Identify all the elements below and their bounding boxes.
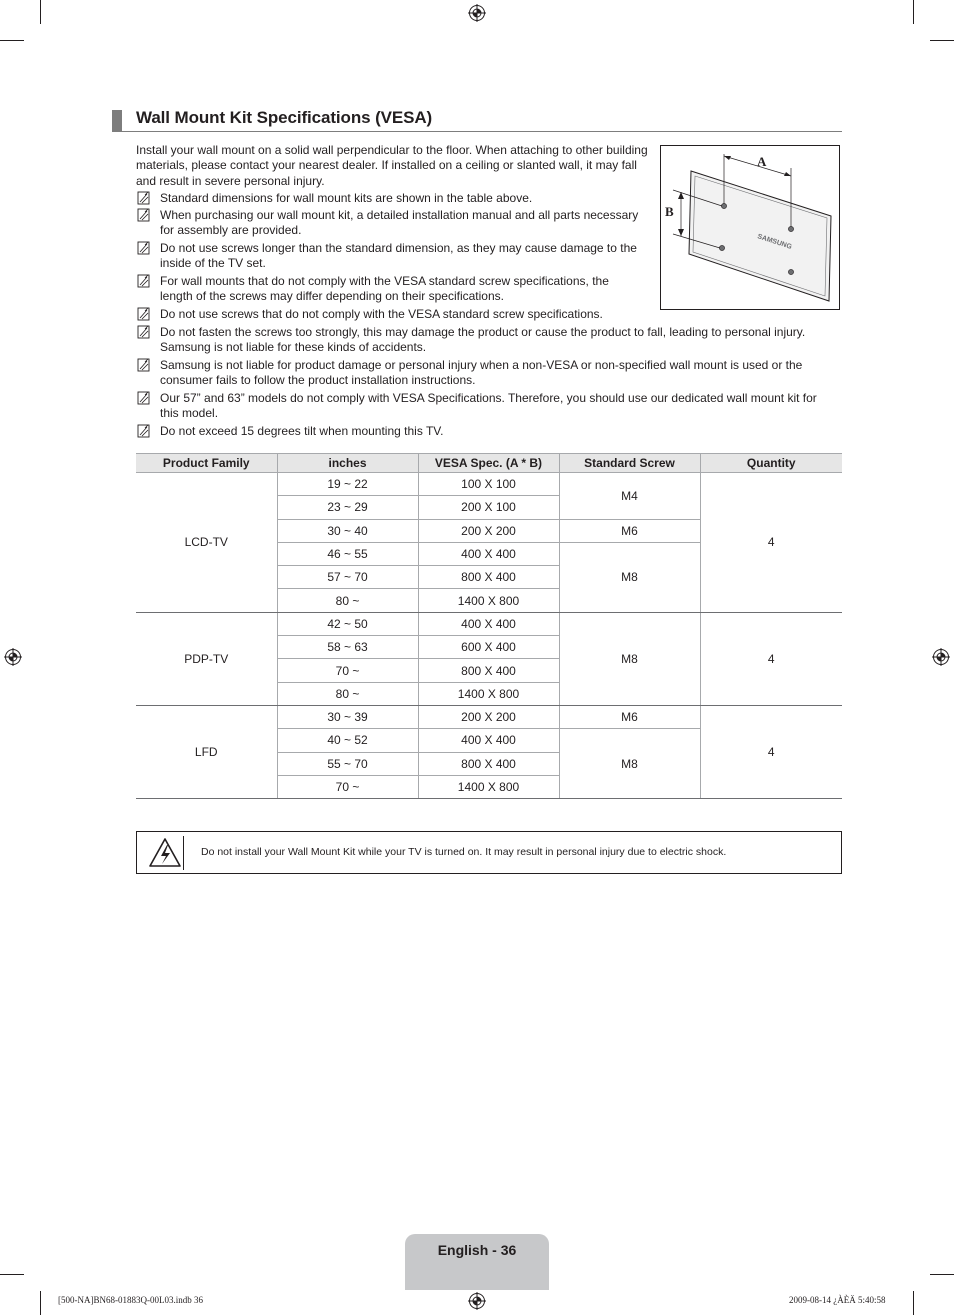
inches-cell: 70 ~ [277, 775, 418, 798]
note-item [136, 325, 836, 356]
screw-hole [788, 269, 793, 274]
inches-cell: 80 ~ [277, 589, 418, 612]
screw-cell: M6 [559, 519, 700, 542]
vesa-cell: 800 X 400 [418, 752, 559, 775]
screw-cell: M6 [559, 705, 700, 728]
caution-text: Do not install your Wall Mount Kit while your TV is turned on. It may result in personal injury due to electric shock. [201, 846, 727, 858]
crop-mark [0, 40, 24, 41]
note-text: Do not fasten the screws too strongly, this may damage the product or cause the product to fall, leading to personal injury. Samsung is not liable for these kinds of accidents. [160, 325, 806, 355]
note-item [136, 307, 656, 322]
registration-mark-icon [4, 648, 22, 666]
note-icon [136, 358, 160, 372]
heading-bar [112, 110, 122, 131]
inches-cell: 40 ~ 52 [277, 729, 418, 752]
caution-box [136, 831, 842, 874]
crop-mark [0, 1274, 24, 1275]
note-item [136, 391, 836, 422]
note-item [136, 358, 836, 389]
crop-mark [913, 0, 914, 24]
vesa-cell: 1400 X 800 [418, 589, 559, 612]
screw-cell: M8 [559, 729, 700, 799]
table-row [136, 705, 842, 728]
vesa-spec-table [136, 453, 842, 799]
note-icon [136, 274, 160, 288]
screw-hole [721, 203, 726, 208]
registration-mark-icon [468, 1292, 486, 1310]
note-text: Standard dimensions for wall mount kits are shown in the table above. [160, 191, 533, 205]
note-icon [136, 391, 160, 405]
note-text: Do not use screws that do not comply with the VESA standard screw specifications. [160, 307, 603, 321]
column-header: inches [277, 454, 418, 473]
print-slug-right: 2009-08-14 ¿ÀÈÄ 5:40:58 [789, 1295, 886, 1305]
vesa-cell: 200 X 200 [418, 519, 559, 542]
inches-cell: 55 ~ 70 [277, 752, 418, 775]
wall-mount-diagram [660, 145, 840, 310]
inches-cell: 46 ~ 55 [277, 542, 418, 565]
vesa-cell: 800 X 400 [418, 659, 559, 682]
product-family-cell: LCD-TV [136, 473, 277, 613]
note-item [136, 208, 651, 239]
tv-back-illustration [661, 146, 839, 309]
screw-hole [719, 245, 724, 250]
vesa-cell: 400 X 400 [418, 729, 559, 752]
inches-cell: 58 ~ 63 [277, 636, 418, 659]
note-text: When purchasing our wall mount kit, a detailed installation manual and all parts necessary for assembly are provided. [160, 208, 639, 238]
quantity-cell: 4 [700, 612, 842, 705]
inches-cell: 19 ~ 22 [277, 473, 418, 496]
vesa-cell: 100 X 100 [418, 473, 559, 496]
note-text: Our 57” and 63” models do not comply with VESA Specifications. Therefore, you should use our dedicated wall mount kit for this model. [160, 391, 817, 421]
section-title: Wall Mount Kit Specifications (VESA) [136, 108, 433, 127]
electric-shock-warning-icon [147, 836, 183, 870]
note-text: Do not exceed 15 degrees tilt when mounting this TV. [160, 424, 444, 438]
note-item [136, 274, 641, 305]
vesa-cell: 400 X 400 [418, 542, 559, 565]
inches-cell: 30 ~ 39 [277, 705, 418, 728]
quantity-cell: 4 [700, 705, 842, 798]
inches-cell: 80 ~ [277, 682, 418, 705]
screw-cell: M8 [559, 612, 700, 705]
inches-cell: 42 ~ 50 [277, 612, 418, 635]
note-item [136, 241, 651, 272]
crop-mark [40, 1291, 41, 1315]
column-header: Product Family [136, 454, 277, 473]
table-row [136, 612, 842, 635]
heading-rule [112, 131, 842, 132]
crop-mark [930, 1274, 954, 1275]
column-header: Standard Screw [559, 454, 700, 473]
intro-paragraph: Install your wall mount on a solid wall perpendicular to the floor. When attaching to other building materials, please contact your nearest dealer. If installed on a ceiling or slanted wall, it may fall and result in severe personal injury. [136, 143, 648, 188]
print-slug-left: [500-NA]BN68-01883Q-00L03.indb 36 [58, 1295, 203, 1305]
crop-mark [930, 40, 954, 41]
vesa-cell: 200 X 100 [418, 496, 559, 519]
inches-cell: 70 ~ [277, 659, 418, 682]
note-icon [136, 241, 160, 255]
crop-mark [40, 0, 41, 24]
vesa-cell: 1400 X 800 [418, 775, 559, 798]
dimension-b-label: B [665, 204, 674, 219]
screw-cell: M8 [559, 542, 700, 612]
crop-mark [913, 1291, 914, 1315]
note-text: Do not use screws longer than the standard dimension, as they may cause damage to the inside of the TV set. [160, 241, 637, 271]
note-item [136, 191, 656, 206]
registration-mark-icon [932, 648, 950, 666]
vesa-cell: 200 X 200 [418, 705, 559, 728]
column-header: Quantity [700, 454, 842, 473]
note-icon [136, 325, 160, 339]
note-item [136, 424, 836, 439]
note-icon [136, 424, 160, 438]
inches-cell: 23 ~ 29 [277, 496, 418, 519]
vesa-cell: 600 X 400 [418, 636, 559, 659]
table-header-row [136, 454, 842, 473]
screw-hole [788, 226, 793, 231]
product-family-cell: PDP-TV [136, 612, 277, 705]
inches-cell: 30 ~ 40 [277, 519, 418, 542]
dimension-a-label: A [757, 154, 767, 169]
screw-cell: M4 [559, 473, 700, 520]
product-family-cell: LFD [136, 705, 277, 798]
note-icon [136, 307, 160, 321]
caution-icon-frame [147, 836, 184, 870]
quantity-cell: 4 [700, 473, 842, 613]
note-icon [136, 191, 160, 205]
page-number-label: English - 36 [437, 1242, 517, 1258]
column-header: VESA Spec. (A * B) [418, 454, 559, 473]
note-text: Samsung is not liable for product damage or personal injury when a non-VESA or non-specified wall mount is used or the consumer fails to follow the product installation instructions. [160, 358, 803, 388]
vesa-cell: 800 X 400 [418, 566, 559, 589]
brand-label: SAMSUNG [756, 233, 793, 251]
table-row [136, 473, 842, 496]
inches-cell: 57 ~ 70 [277, 566, 418, 589]
vesa-cell: 1400 X 800 [418, 682, 559, 705]
vesa-cell: 400 X 400 [418, 612, 559, 635]
note-text: For wall mounts that do not comply with the VESA standard screw specifications, the length of the screws may differ depending on their specifications. [160, 274, 609, 304]
registration-mark-icon [468, 4, 486, 22]
note-icon [136, 208, 160, 222]
